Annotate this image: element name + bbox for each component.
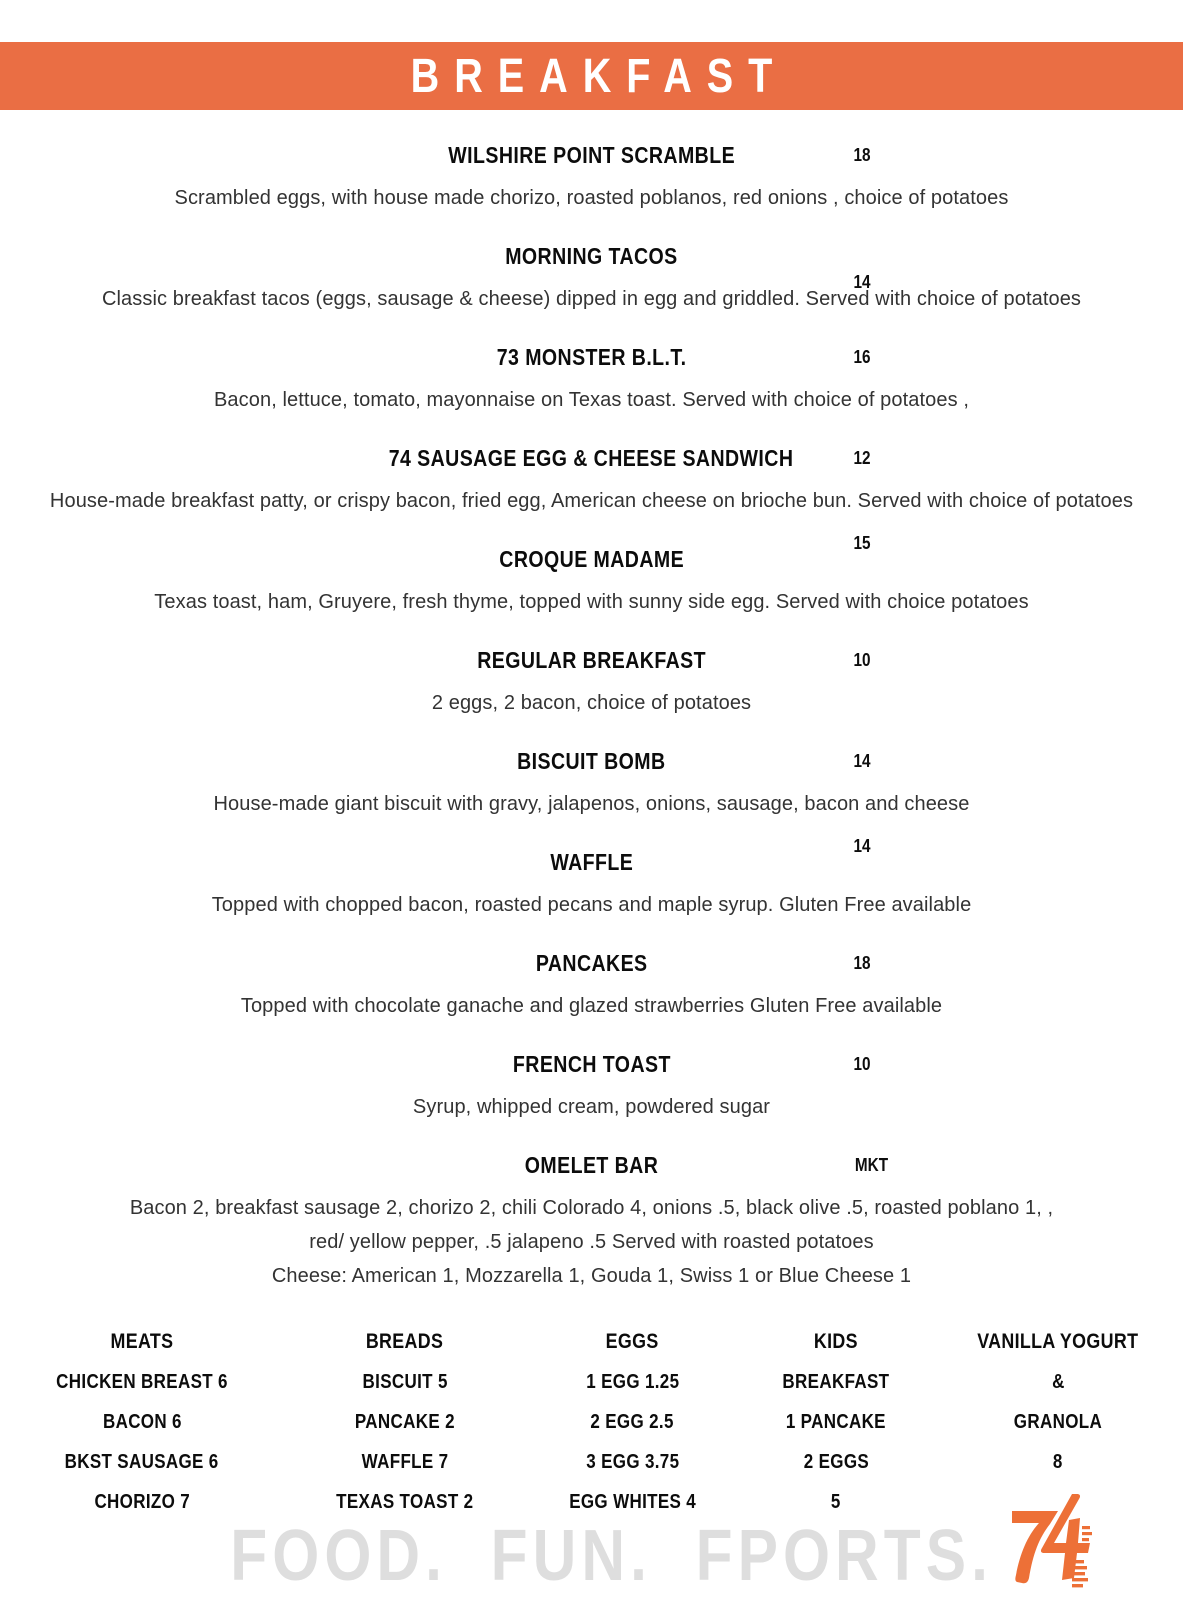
addon-item-label: CHORIZO 7	[94, 1491, 190, 1513]
addon-item-label: BACON 6	[102, 1411, 182, 1433]
item-price: 12	[853, 448, 871, 468]
addon-item-label: BISCUIT 5	[362, 1371, 448, 1393]
addon-item	[0, 1362, 284, 1402]
item-description-line: House-made breakfast patty, or crispy bacon, fried egg, American cheese on brioche bun. Served with choice of potatoes	[49, 490, 1134, 512]
addon-item-label: &	[1051, 1371, 1065, 1393]
item-description	[0, 888, 1183, 922]
addon-item-label: 3 EGG 3.75	[585, 1451, 680, 1473]
addon-column-header: MEATS	[110, 1330, 174, 1353]
item-price: 14	[853, 836, 871, 856]
menu-item	[0, 244, 1183, 316]
item-name: 73 MONSTER B.L.T.	[496, 344, 687, 370]
addon-item-label: BREAKFAST	[782, 1371, 890, 1393]
item-name: CROQUE MADAME	[499, 546, 684, 572]
item-description	[0, 383, 1183, 417]
addon-item	[284, 1442, 526, 1482]
addon-item	[739, 1442, 933, 1482]
item-price: 14	[853, 751, 871, 771]
item-description	[0, 787, 1183, 821]
addon-item	[284, 1402, 526, 1442]
item-description	[0, 585, 1183, 619]
addons-section	[0, 1322, 1183, 1522]
addon-item	[284, 1362, 526, 1402]
item-description	[0, 1090, 1183, 1124]
addon-column-header: KIDS	[813, 1330, 859, 1353]
item-description-line: Scrambled eggs, with house made chorizo, roasted poblanos, red onions , choice of potatoes	[174, 187, 1009, 209]
addon-item-label: PANCAKE 2	[354, 1411, 456, 1433]
addon-item	[526, 1482, 739, 1522]
item-description-line: Cheese: American 1, Mozzarella 1, Gouda 1, Swiss 1 or Blue Cheese 1	[271, 1265, 912, 1287]
addon-item	[526, 1442, 739, 1482]
addon-column-header: EGGS	[606, 1330, 659, 1353]
menu-item	[0, 446, 1183, 518]
addon-item	[933, 1362, 1183, 1402]
addon-item-label: GRANOLA	[1013, 1411, 1103, 1433]
menu-item	[0, 1052, 1183, 1124]
addon-item	[0, 1482, 284, 1522]
menu-item	[0, 951, 1183, 1023]
item-name: OMELET BAR	[524, 1152, 659, 1178]
item-name: WILSHIRE POINT SCRAMBLE	[448, 142, 735, 168]
item-price: 18	[853, 145, 871, 165]
item-price: 10	[853, 650, 871, 670]
addon-column	[0, 1322, 284, 1522]
addon-item	[739, 1402, 933, 1442]
item-price: MKT	[854, 1155, 889, 1175]
menu-item	[0, 836, 1183, 922]
item-name: BISCUIT BOMB	[517, 748, 666, 774]
item-name: FRENCH TOAST	[512, 1051, 671, 1077]
item-description-line: red/ yellow pepper, .5 jalapeno .5 Served with roasted potatoes	[309, 1231, 874, 1253]
addon-item-label: CHICKEN BREAST 6	[56, 1371, 228, 1393]
footer-watermark: FOOD. FUN. FPORTS.	[229, 1516, 993, 1596]
menu-item	[0, 533, 1183, 619]
addon-item	[0, 1402, 284, 1442]
addon-item-label: 5	[831, 1491, 841, 1513]
item-description-line: House-made giant biscuit with gravy, jalapenos, onions, sausage, bacon and cheese	[213, 793, 970, 815]
menu-item	[0, 648, 1183, 720]
item-description	[0, 1191, 1183, 1293]
addon-item	[526, 1362, 739, 1402]
addon-item	[739, 1362, 933, 1402]
menu-item	[0, 345, 1183, 417]
item-price: 16	[853, 347, 871, 367]
item-description	[0, 181, 1183, 215]
addon-item	[0, 1442, 284, 1482]
menu-item	[0, 1153, 1183, 1293]
page-title: BREAKFAST	[410, 47, 788, 103]
item-description-line: Topped with chopped bacon, roasted pecans and maple syrup. Gluten Free available	[211, 894, 972, 916]
item-name: PANCAKES	[535, 950, 648, 976]
item-price: 18	[853, 953, 871, 973]
addon-item-label: WAFFLE 7	[361, 1451, 449, 1473]
menu-item	[0, 749, 1183, 821]
item-description-line: 2 eggs, 2 bacon, choice of potatoes	[431, 692, 752, 714]
addon-item-label: 8	[1053, 1451, 1063, 1473]
menu-item	[0, 143, 1183, 215]
addon-column	[284, 1322, 526, 1522]
item-description-line: Syrup, whipped cream, powdered sugar	[412, 1096, 771, 1118]
breakfast-banner	[0, 42, 1183, 110]
item-description-line: Topped with chocolate ganache and glazed strawberries Gluten Free available	[240, 995, 943, 1017]
item-name: 74 SAUSAGE EGG & CHEESE SANDWICH	[389, 445, 794, 471]
item-description-line: Classic breakfast tacos (eggs, sausage & cheese) dipped in egg and griddled. Served with choice of potatoes	[101, 288, 1082, 310]
menu-item-list	[0, 110, 1183, 1293]
addon-column	[526, 1322, 739, 1522]
addon-item-label: 2 EGG 2.5	[590, 1411, 675, 1433]
item-name: WAFFLE	[550, 849, 633, 875]
item-description	[0, 989, 1183, 1023]
item-price: 15	[853, 533, 871, 553]
item-description-line: Bacon 2, breakfast sausage 2, chorizo 2, chili Colorado 4, onions .5, black olive .5, roasted poblano 1, ,	[129, 1197, 1054, 1219]
addon-item	[739, 1482, 933, 1522]
addon-item-label: TEXAS TOAST 2	[336, 1491, 474, 1513]
item-description	[0, 686, 1183, 720]
addon-item-label: 2 EGGS	[803, 1451, 869, 1473]
item-description-line: Bacon, lettuce, tomato, mayonnaise on Texas toast. Served with choice of potatoes ,	[213, 389, 970, 411]
breakfast-menu-page	[0, 42, 1183, 1598]
addon-column	[933, 1322, 1183, 1522]
addon-column-header: VANILLA YOGURT	[977, 1330, 1139, 1353]
addon-item-label: 1 PANCAKE	[785, 1411, 887, 1433]
item-description	[0, 484, 1183, 518]
item-name: MORNING TACOS	[505, 243, 678, 269]
addon-item-label: EGG WHITES 4	[569, 1491, 696, 1513]
item-name: REGULAR BREAKFAST	[477, 647, 706, 673]
item-price: 14	[853, 272, 871, 292]
item-price: 10	[853, 1054, 871, 1074]
addon-item	[526, 1402, 739, 1442]
addon-item-label: BKST SAUSAGE 6	[64, 1451, 220, 1473]
addon-item	[933, 1442, 1183, 1482]
addon-item	[284, 1482, 526, 1522]
addon-column-header: BREADS	[366, 1330, 444, 1353]
addon-item-label: 1 EGG 1.25	[585, 1371, 680, 1393]
item-description-line: Texas toast, ham, Gruyere, fresh thyme, topped with sunny side egg. Served with choice potatoes	[154, 591, 1029, 613]
item-description	[0, 282, 1183, 316]
addon-column	[739, 1322, 933, 1522]
addon-item	[933, 1402, 1183, 1442]
